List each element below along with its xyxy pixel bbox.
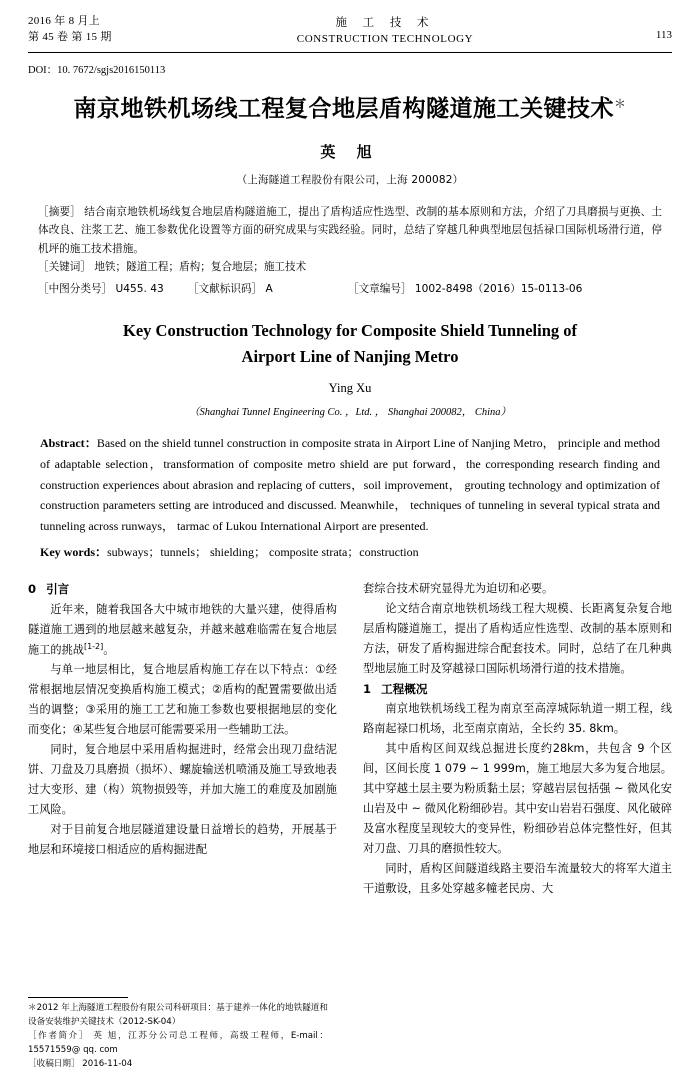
issue-volume: 第 45 卷 第 15 期 bbox=[28, 30, 112, 43]
paragraph: 对于目前复合地层隧道建设量日益增长的趋势，开展基于地层和环境接口相适应的盾构掘进配 bbox=[28, 822, 337, 856]
page-title bbox=[30, 95, 670, 125]
author-en: Ying Xu bbox=[328, 381, 372, 396]
abstract-en-label: Abstract： bbox=[40, 436, 97, 451]
footnote-divider bbox=[28, 997, 128, 998]
keywords-cn: ［关键词］ 地铁；隧道工程；盾构；复合地层；施工技术 bbox=[38, 261, 307, 274]
footnote-received-date: ［收稿日期］ 2016-11-04 bbox=[28, 1059, 133, 1070]
document-code: ［文献标识码］ A bbox=[188, 282, 273, 295]
title-cn-text: 南京地铁机场线工程复合地层盾构隧道施工关键技术 bbox=[73, 95, 614, 122]
paragraph bbox=[28, 740, 337, 820]
affiliation-cn: （上海隧道工程股份有限公司，上海 200082） bbox=[236, 173, 464, 186]
section-heading-1 bbox=[363, 679, 672, 700]
section-title-1: 工程概况 bbox=[381, 681, 428, 696]
footnote-project: ＊2012 年上海隧道工程股份有限公司科研项目：基于建养一体化的地铁隧道和设备安装维护关键技术（2012-SK-04） bbox=[28, 1003, 328, 1028]
author-cn: 英 旭 bbox=[320, 142, 380, 161]
issue-info bbox=[28, 14, 218, 46]
abstract-cn-block bbox=[38, 203, 662, 299]
keywords-en: subways；tunnels； shielding； composite strata；construction bbox=[107, 545, 419, 560]
title-en bbox=[60, 318, 640, 369]
title-en-line2: Airport Line of Nanjing Metro bbox=[241, 346, 459, 366]
abstract-cn: ［摘要］ 结合南京地铁机场线复合地层盾构隧道施工，提出了盾构适应性选型、改制的基本原则和方法，介绍了刀具磨损与更换、土体改良、注浆工艺、施工参数优化设置等方面的研究成果与实践经验。同时，总结了穿越几种典型地层包括禄口国际机场滑行道，停机坪的施工技术措施。 bbox=[38, 205, 662, 255]
paragraph-text: 同时，复合地层中采用盾构掘进时，经常会出现刀盘结泥饼、刀盘及刀具磨损（损坏）、螺旋输送机喷涌及施工导致地表过大变形、建（构）筑物损毁等，并加大施工的难度及加剧施工风险。 bbox=[28, 742, 337, 816]
header-divider bbox=[28, 52, 672, 53]
paragraph-text: 近年来，随着我国各大中城市地铁的大量兴建，使得盾构隧道施工遇到的地层越来越复杂，并越来越难临需在复合地层施工的挑战 bbox=[28, 602, 337, 657]
paragraph: 同时，盾构区间隧道线路主要沿车流量较大的将军大道主干道敷设，且多处穿越多幢老民房、大 bbox=[363, 861, 672, 895]
journal-name-en: CONSTRUCTION TECHNOLOGY bbox=[296, 32, 474, 45]
journal-name-cn: 施 工 技 术 bbox=[335, 15, 435, 29]
section-number-0: 0 bbox=[28, 582, 37, 597]
doi-line: DOI：10. 7672/sgjs2016150113 bbox=[28, 64, 166, 76]
footnote-author-bio: ［作者简介］ 英 旭，江苏分公司总工程师，高级工程师，E-mail：15571559@ qq. com bbox=[28, 1031, 328, 1056]
paragraph: 南京地铁机场线工程为南京至高淳城际轨道一期工程，线路南起禄口机场，北至南京南站，全长约 35. 8km。 bbox=[363, 702, 672, 736]
paragraph: 其中盾构区间双线总掘进长度约28km，共包含 9 个区间，区间长度 1 079 ~ 1 999m，施工地层大多为复合地层。其中穿越土层主要为粉质黏土层；穿越岩层包括强 ~ 微风化安山岩及中 ~ 微风化粉细砂岩。其中安山岩岩石强度、风化破碎及富水程度呈现较大的变异性，粉细砂岩总体完整性好，但其对刀盘、刀具的磨损性较大。 bbox=[363, 742, 672, 855]
classification-row bbox=[38, 280, 662, 299]
body-columns bbox=[28, 579, 672, 899]
journal-page bbox=[0, 14, 700, 1088]
footnote-block bbox=[28, 997, 328, 1072]
reference-marker: [1-2] bbox=[83, 641, 104, 651]
abstract-en: Based on the shield tunnel construction in composite strata in Airport Line of Nanjing Metro， principle and method of adaptable selection，transformation of composite metro shield are put forward，the corresponding research finding and construction experiences about abrasion and replacing of cutters，soil improvement， grouting technology and optimization of construction parameters setting are introduced and discussed. Meanwhile， techniques of tunneling in several typical strata and tunneling across runways， tarmac of Lukou International Airport are presented. bbox=[40, 436, 660, 533]
left-column bbox=[28, 579, 337, 899]
affiliation-en: （Shanghai Tunnel Engineering Co. ，Ltd. ， Shanghai 200082， China） bbox=[188, 407, 511, 419]
journal-name bbox=[218, 14, 552, 48]
paragraph-continued: 套综合技术研究显得尤为迫切和必要。 bbox=[363, 582, 554, 596]
title-footnote-marker: ＊ bbox=[613, 95, 627, 110]
running-head bbox=[28, 14, 672, 48]
section-heading-0 bbox=[28, 579, 337, 600]
title-en-line1: Key Construction Technology for Composite Shield Tunneling of bbox=[123, 321, 577, 341]
section-number-1: 1 bbox=[363, 681, 372, 696]
page-number: 113 bbox=[655, 29, 672, 41]
paragraph: 近年来，随着我国各大中城市地铁的大量兴建，使得盾构隧道施工遇到的地层越来越复杂，并越来越难临需在复合地层施工的挑战[1-2]。 bbox=[28, 602, 337, 657]
keywords-en-label: Key words： bbox=[40, 545, 107, 560]
issue-date: 2016 年 8 月上 bbox=[28, 15, 101, 27]
clc-number: ［中图分类号］ U455. 43 bbox=[38, 282, 164, 295]
abstract-en-block bbox=[40, 433, 660, 563]
right-column bbox=[363, 579, 672, 899]
section-title-0: 引言 bbox=[46, 582, 70, 597]
article-id: ［文章编号］ 1002-8498（2016）15-0113-06 bbox=[348, 282, 583, 295]
paragraph: 论文结合南京地铁机场线工程大规模、长距离复杂复合地层盾构隧道施工，提出了盾构适应性选型、改制的基本原则和方法，研发了盾构掘进综合配套技术。同时，总结了在几种典型地层施工时及穿越禄口国际机场滑行道的技术措施。 bbox=[363, 601, 672, 675]
keywords-en-block bbox=[40, 542, 660, 563]
paragraph: 与单一地层相比，复合地层盾构施工存在以下特点：①经常根据地层情况变换盾构施工模式；②盾构的配置需要做出适当的调整；③采用的施工工艺和施工参数也要根据地层的变化而变化；④某些复合地层可能需要采用一些辅助工法。 bbox=[28, 663, 337, 737]
